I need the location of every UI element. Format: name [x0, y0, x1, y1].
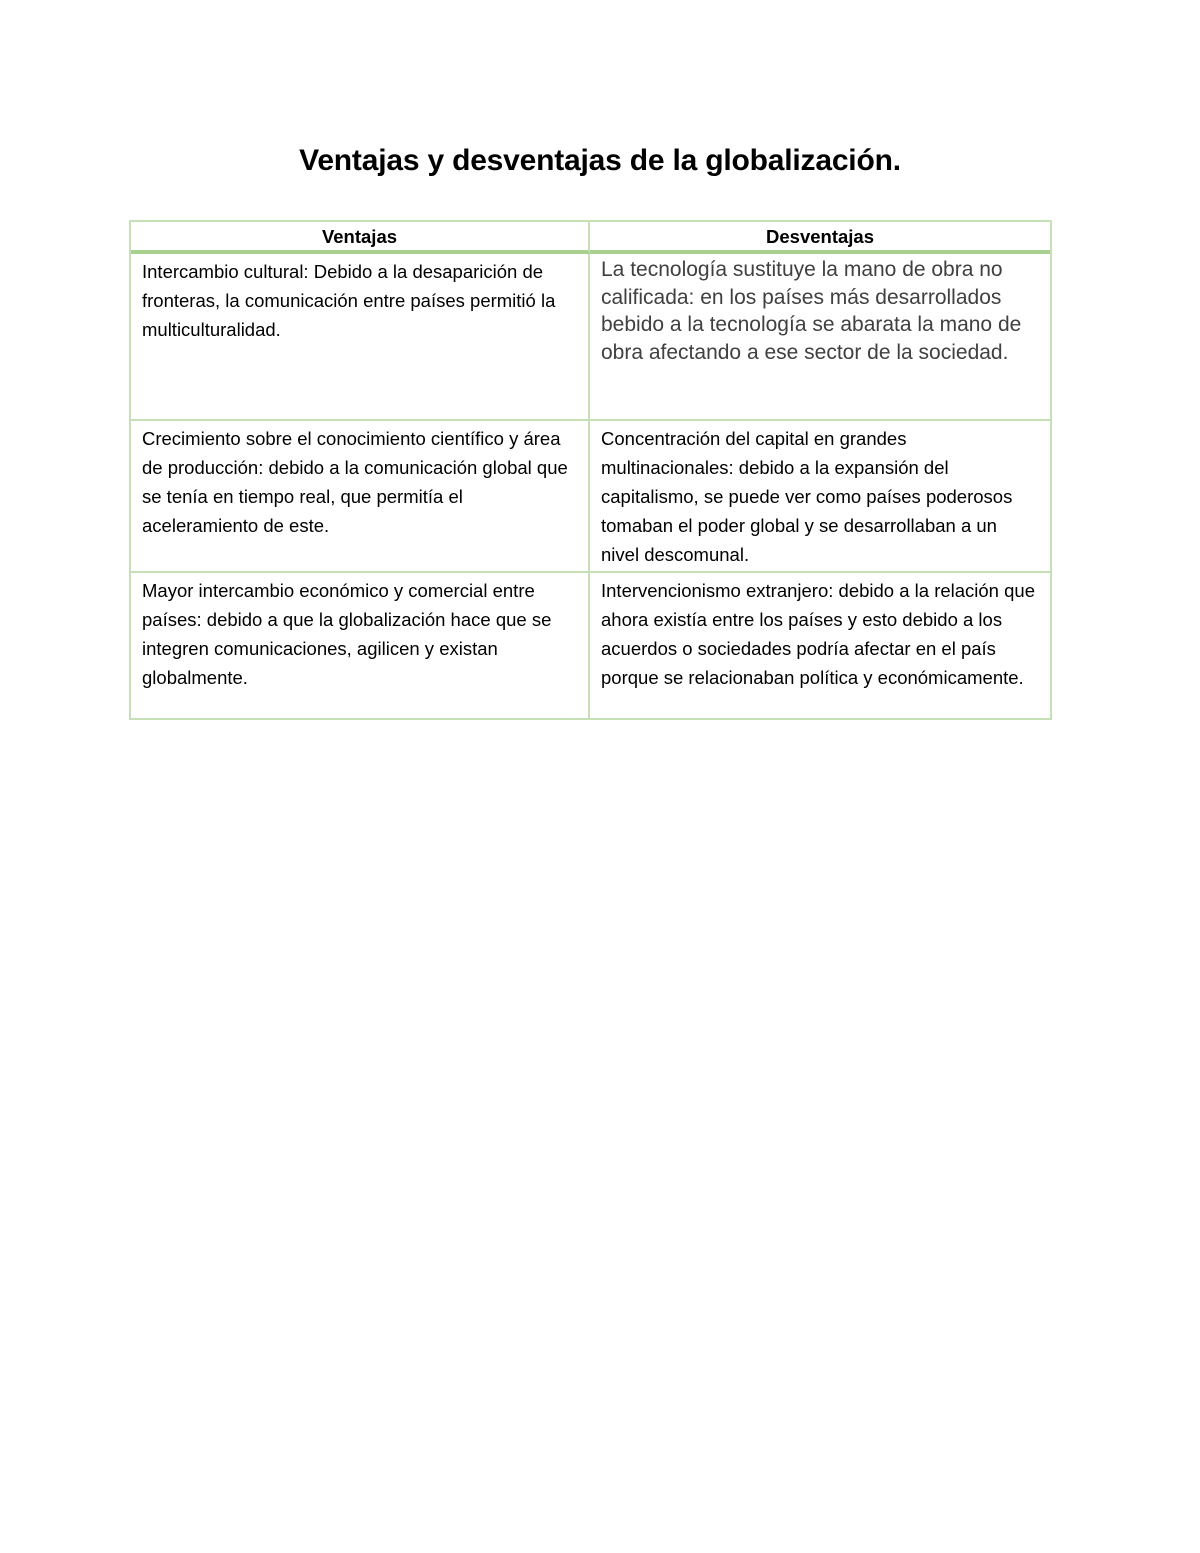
ventaja-cell: Crecimiento sobre el conocimiento científico y área de producción: debido a la comunicación global que se tenía en tiempo real, que permitía el aceleramiento de este.: [131, 421, 590, 573]
header-desventajas: Desventajas: [590, 222, 1050, 254]
ventaja-cell: Mayor intercambio económico y comercial entre países: debido a que la globalización hace que se integren comunicaciones, agilicen y existan globalmente.: [131, 573, 590, 718]
table-row: [131, 573, 1050, 718]
header-ventajas: Ventajas: [131, 222, 590, 254]
table-row: [131, 421, 1050, 573]
desventaja-cell: Intervencionismo extranjero: debido a la relación que ahora existía entre los países y esto debido a los acuerdos o sociedades podría afectar en el país porque se relacionaban política y económicamente.: [601, 580, 1035, 688]
desventaja-cell: Concentración del capital en grandes multinacionales: debido a la expansión del capitalismo, se puede ver como países poderosos tomaban el poder global y se desarrollaban a un nivel descomunal.: [590, 421, 1050, 573]
page-title: Ventajas y desventajas de la globalización.: [299, 144, 901, 177]
table-header-row: [131, 222, 1050, 254]
comparison-table: [129, 220, 1052, 720]
table-row: [131, 254, 1050, 421]
ventaja-cell: Intercambio cultural: Debido a la desaparición de fronteras, la comunicación entre países permitió la multiculturalidad.: [131, 254, 590, 421]
desventaja-cell: La tecnología sustituye la mano de obra no calificada: en los países más desarrollados bebido a la tecnología se abarata la mano de obra afectando a ese sector de la sociedad.: [590, 254, 1050, 421]
